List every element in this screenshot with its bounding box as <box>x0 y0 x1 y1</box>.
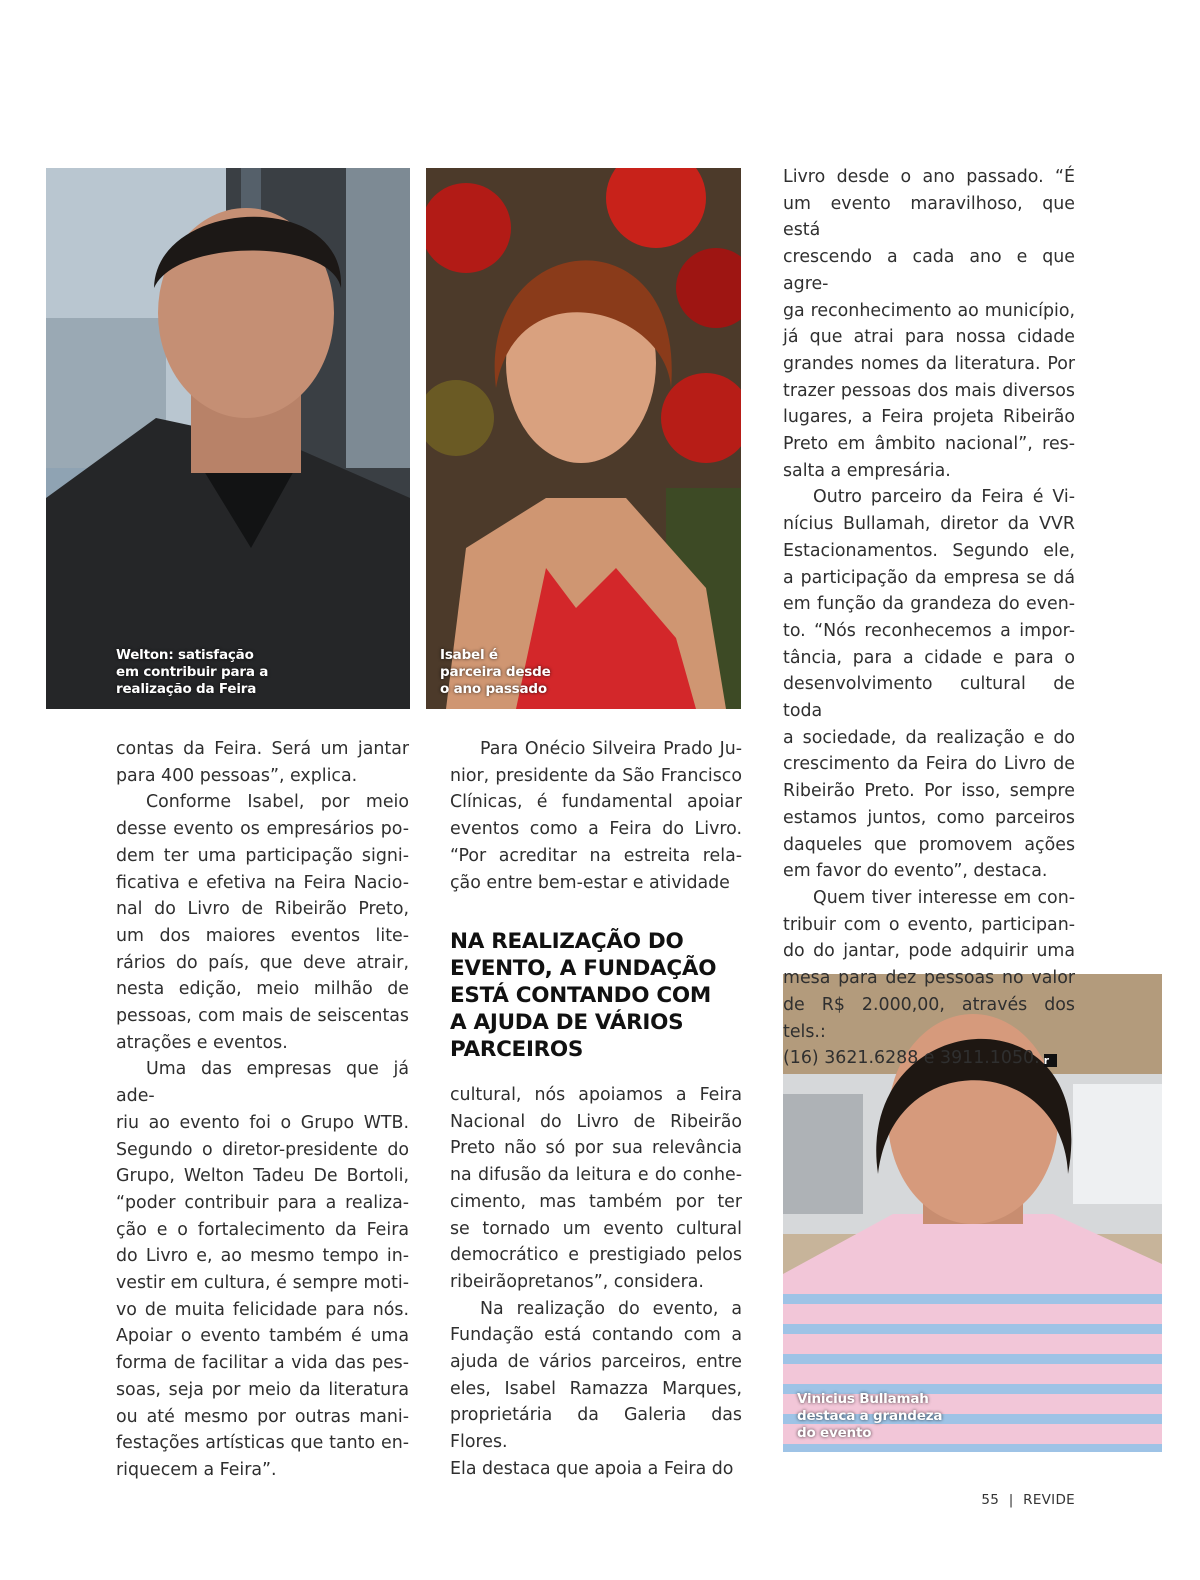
text-line: Livro desde o ano passado. “É <box>783 167 1075 187</box>
photo-welton <box>46 168 410 709</box>
text-line: para 400 pessoas”, explica. <box>116 765 358 786</box>
text-line: lugares, a Feira projeta Ribeirão <box>783 407 1075 428</box>
text-line: ção e o fortalecimento da Feira <box>116 1219 409 1240</box>
article-column-2-bottom <box>450 1082 742 1483</box>
text-line: desse evento os empresários po- <box>116 819 409 840</box>
text-line: do Livro e, ao mesmo tempo in- <box>116 1246 409 1267</box>
text-line: Clínicas, é fundamental apoiar <box>450 792 742 813</box>
isabel-caption-line: Isabel é <box>440 647 498 663</box>
text-line: grandes nomes da literatura. Por <box>783 353 1075 374</box>
text-line: proprietária da Galeria das Flores. <box>450 1405 742 1453</box>
text-line: dem ter uma participação signi- <box>116 845 409 866</box>
text-line: soas, seja por meio da literatura <box>116 1379 409 1400</box>
text-line: já que atrai para nossa cidade <box>783 327 1075 348</box>
text-line: Preto não só por sua relevância <box>450 1138 742 1159</box>
text-line: crescendo a cada ano e que agre- <box>783 247 1075 294</box>
text-line: (16) 3621.6288 e 3911.1050. r <box>783 1045 1075 1072</box>
text-line: a sociedade, da realização e do <box>783 727 1075 748</box>
text-line: contas da Feira. Será um jantar <box>116 739 409 759</box>
text-line: daqueles que promovem ações <box>783 834 1075 855</box>
text-line: to. “Nós reconhecemos a impor- <box>783 620 1075 641</box>
text-line: rários do país, que deve atrair, <box>116 952 409 973</box>
photo-isabel <box>426 168 741 709</box>
text-line: forma de facilitar a vida das pes- <box>116 1353 409 1374</box>
text-line: ajuda de vários parceiros, entre <box>450 1352 742 1373</box>
text-line: nícius Bullamah, diretor da VVR <box>783 514 1075 535</box>
article-column-2-top <box>450 736 742 896</box>
text-line: tância, para a cidade e para o <box>783 647 1075 668</box>
text-line: Nacional do Livro de Ribeirão <box>450 1111 742 1132</box>
isabel-caption <box>440 647 551 698</box>
isabel-caption-line: o ano passado <box>440 681 547 697</box>
article-column-3 <box>783 164 1075 1072</box>
text-line: na difusão da leitura e do conhe- <box>450 1165 742 1186</box>
text-line: em favor do evento”, destaca. <box>783 861 1048 882</box>
text-line: eles, Isabel Ramazza Marques, <box>450 1378 742 1399</box>
text-line: cimento, mas também por ter <box>450 1191 742 1212</box>
footer-separator: | <box>1008 1492 1014 1508</box>
text-line: cultural, nós apoiamos a Feira <box>450 1085 742 1105</box>
text-line: atrações e eventos. <box>116 1032 288 1053</box>
page-footer <box>981 1492 1075 1508</box>
text-line: riquecem a Feira”. <box>116 1459 277 1480</box>
text-line: em função da grandeza do even- <box>783 594 1075 615</box>
text-line: Outro parceiro da Feira é Vi- <box>813 487 1075 508</box>
text-line: crescimento da Feira do Livro de <box>783 754 1075 775</box>
vinicius-caption-line: destaca a grandeza <box>797 1408 943 1424</box>
welton-caption-line: em contribuir para a <box>116 664 269 680</box>
pull-quote-line: ESTÁ CONTANDO COM <box>450 983 711 1008</box>
text-line: um evento maravilhoso, que está <box>783 193 1075 241</box>
text-line: Grupo, Welton Tadeu De Bortoli, <box>116 1166 409 1187</box>
text-line: Segundo o diretor-presidente do <box>116 1139 409 1160</box>
text-line: se tornado um evento cultural <box>450 1218 742 1239</box>
text-line: pessoas, com mais de seiscentas <box>116 1006 409 1027</box>
text-line: Apoiar o evento também é uma <box>116 1326 409 1347</box>
text-line: eventos como a Feira do Livro. <box>450 819 742 840</box>
text-line: riu ao evento foi o Grupo WTB. <box>116 1112 409 1133</box>
text-line: a participação da empresa se dá <box>783 567 1075 588</box>
text-line: do do jantar, pode adquirir uma <box>783 941 1075 962</box>
text-line: Uma das empresas que já ade- <box>116 1059 409 1107</box>
text-line: vestir em cultura, é sempre moti- <box>116 1273 409 1294</box>
pull-quote-line: EVENTO, A FUNDAÇÃO <box>450 956 717 981</box>
text-line: nior, presidente da São Francisco <box>450 765 742 786</box>
text-line: Estacionamentos. Segundo ele, <box>783 540 1075 561</box>
end-of-article-mark: r <box>1044 1054 1057 1067</box>
magazine-name: REVIDE <box>1023 1492 1075 1508</box>
text-line: Ribeirão Preto. Por isso, sempre <box>783 781 1075 802</box>
vinicius-caption-line: Vinicius Bullamah <box>797 1391 929 1407</box>
pull-quote-line: A AJUDA DE VÁRIOS <box>450 1010 684 1035</box>
text-line: de R$ 2.000,00, através dos tels.: <box>783 994 1075 1042</box>
text-line: desenvolvimento cultural de toda <box>783 674 1075 722</box>
text-line: “poder contribuir para a realiza- <box>116 1192 409 1213</box>
text-line: Para Onécio Silveira Prado Ju- <box>480 739 742 759</box>
text-line: Quem tiver interesse em con- <box>813 887 1075 908</box>
text-line: mesa para dez pessoas no valor <box>783 968 1075 989</box>
welton-caption-line: Welton: satisfação <box>116 647 254 663</box>
text-line: ficativa e efetiva na Feira Nacio- <box>116 872 409 893</box>
text-line: vo de muita felicidade para nós. <box>116 1299 409 1320</box>
text-line: um dos maiores eventos lite- <box>116 925 409 946</box>
text-line: estamos juntos, como parceiros <box>783 807 1075 828</box>
text-line: salta a empresária. <box>783 460 951 481</box>
welton-portrait-image <box>46 168 410 709</box>
isabel-caption-line: parceira desde <box>440 664 551 680</box>
text-line: ribeirãopretanos”, considera. <box>450 1271 704 1292</box>
welton-caption-line: realização da Feira <box>116 681 257 697</box>
text-line: Fundação está contando com a <box>450 1325 742 1346</box>
pull-quote-line: NA REALIZAÇÃO DO <box>450 929 684 954</box>
text-line: “Por acreditar na estreita rela- <box>450 845 742 866</box>
text-line: nal do Livro de Ribeirão Preto, <box>116 899 409 920</box>
text-line: democrático e prestigiado pelos <box>450 1245 742 1266</box>
text-line: ção entre bem-estar e atividade <box>450 872 730 893</box>
vinicius-caption <box>797 1391 942 1442</box>
text-line: Preto em âmbito nacional”, res- <box>783 434 1075 455</box>
pull-quote-line: PARCEIROS <box>450 1037 584 1062</box>
text-line: festações artísticas que tanto en- <box>116 1433 409 1454</box>
welton-caption <box>116 647 268 698</box>
text-line: trazer pessoas dos mais diversos <box>783 380 1075 401</box>
vinicius-caption-line: do evento <box>797 1425 872 1441</box>
pull-quote-heading <box>450 928 750 1063</box>
text-line: Na realização do evento, a <box>480 1298 742 1319</box>
text-line: Conforme Isabel, por meio <box>146 792 409 813</box>
text-line: tribuir com o evento, participan- <box>783 914 1075 935</box>
page-number: 55 <box>981 1492 1000 1508</box>
text-line: ga reconhecimento ao município, <box>783 300 1075 321</box>
text-line: Ela destaca que apoia a Feira do <box>450 1458 734 1479</box>
text-line: nesta edição, meio milhão de <box>116 979 409 1000</box>
isabel-portrait-image <box>426 168 741 709</box>
text-line: ou até mesmo por outras mani- <box>116 1406 409 1427</box>
article-column-1 <box>116 736 409 1484</box>
